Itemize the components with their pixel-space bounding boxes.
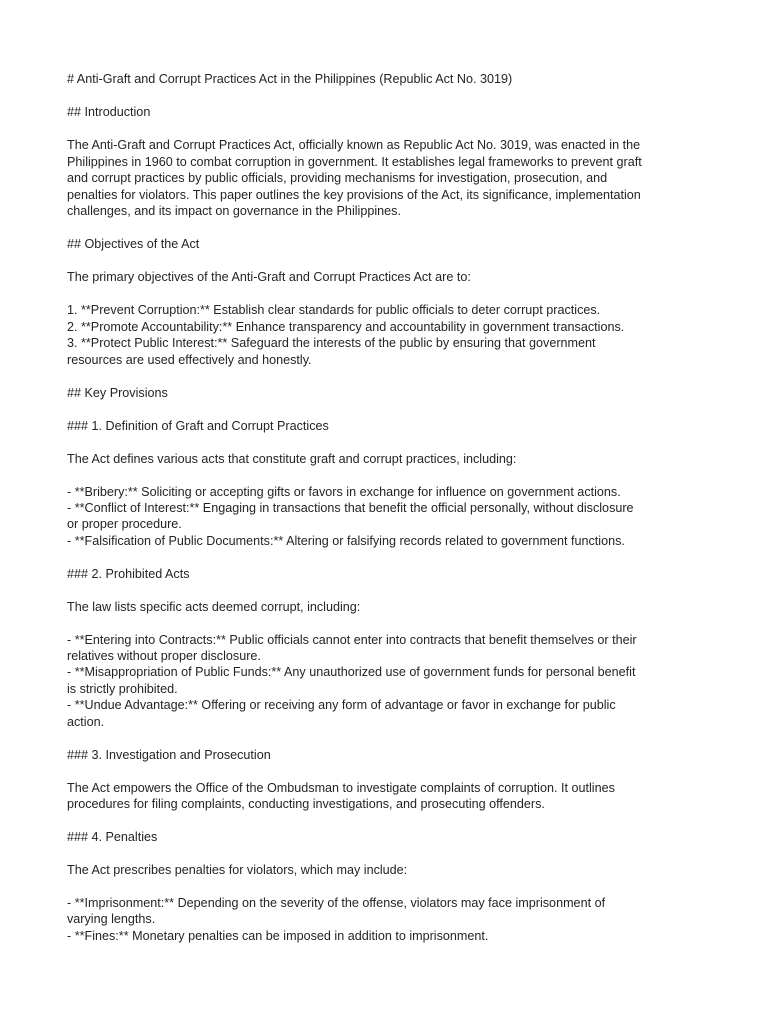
list-item: - **Conflict of Interest:** Engaging in transactions that benefit the official personally, without disclosure — [67, 501, 634, 515]
list-item: - **Misappropriation of Public Funds:** Any unauthorized use of government funds for personal benefit — [67, 665, 636, 679]
investigation-heading: ### 3. Investigation and Prosecution — [67, 748, 271, 762]
paragraph-line: penalties for violators. This paper outlines the key provisions of the Act, its significance, implementation — [67, 188, 641, 202]
list-item-continuation: relatives without proper disclosure. — [67, 649, 261, 663]
list-item: 1. **Prevent Corruption:** Establish clear standards for public officials to deter corrupt practices. — [67, 303, 601, 317]
objectives-intro: The primary objectives of the Anti-Graft and Corrupt Practices Act are to: — [67, 270, 471, 284]
paragraph-line: challenges, and its impact on governance in the Philippines. — [67, 204, 401, 218]
list-item: - **Undue Advantage:** Offering or receiving any form of advantage or favor in exchange for public — [67, 698, 616, 712]
definition-heading: ### 1. Definition of Graft and Corrupt Practices — [67, 419, 329, 433]
list-item: - **Bribery:** Soliciting or accepting gifts or favors in exchange for influence on government actions. — [67, 485, 621, 499]
paragraph-line: The Anti-Graft and Corrupt Practices Act, officially known as Republic Act No. 3019, was enacted in the — [67, 138, 641, 152]
paragraph-line: procedures for filing complaints, conducting investigations, and prosecuting offenders. — [67, 797, 545, 811]
list-item-continuation: resources are used effectively and honestly. — [67, 353, 312, 367]
key-provisions-heading: ## Key Provisions — [67, 386, 168, 400]
list-item-continuation: or proper procedure. — [67, 517, 182, 531]
list-item-continuation: varying lengths. — [67, 912, 156, 926]
objectives-heading: ## Objectives of the Act — [67, 237, 200, 251]
penalties-heading: ### 4. Penalties — [67, 830, 158, 844]
list-item: - **Imprisonment:** Depending on the severity of the offense, violators may face imprisonment of — [67, 896, 606, 910]
list-item: - **Falsification of Public Documents:** Altering or falsifying records related to government functions. — [67, 534, 625, 548]
list-item: 2. **Promote Accountability:** Enhance transparency and accountability in government transactions. — [67, 320, 625, 334]
list-item-continuation: action. — [67, 715, 105, 729]
list-item: 3. **Protect Public Interest:** Safeguard the interests of the public by ensuring that government — [67, 336, 596, 350]
document-title: # Anti-Graft and Corrupt Practices Act in the Philippines (Republic Act No. 3019) — [67, 72, 513, 86]
prohibited-heading: ### 2. Prohibited Acts — [67, 567, 190, 581]
list-item: - **Fines:** Monetary penalties can be imposed in addition to imprisonment. — [67, 929, 489, 943]
introduction-heading: ## Introduction — [67, 105, 151, 119]
paragraph-line: The Act empowers the Office of the Ombudsman to investigate complaints of corruption. It outlines — [67, 781, 615, 795]
definition-intro: The Act defines various acts that constitute graft and corrupt practices, including: — [67, 452, 517, 466]
prohibited-intro: The law lists specific acts deemed corrupt, including: — [67, 600, 361, 614]
paragraph-line: and corrupt practices by public officials, providing mechanisms for investigation, prosecution, and — [67, 171, 608, 185]
paragraph-line: Philippines in 1960 to combat corruption in government. It establishes legal frameworks to prevent graft — [67, 155, 642, 169]
list-item-continuation: is strictly prohibited. — [67, 682, 178, 696]
list-item: - **Entering into Contracts:** Public officials cannot enter into contracts that benefit themselves or their — [67, 633, 637, 647]
penalties-intro: The Act prescribes penalties for violators, which may include: — [67, 863, 408, 877]
